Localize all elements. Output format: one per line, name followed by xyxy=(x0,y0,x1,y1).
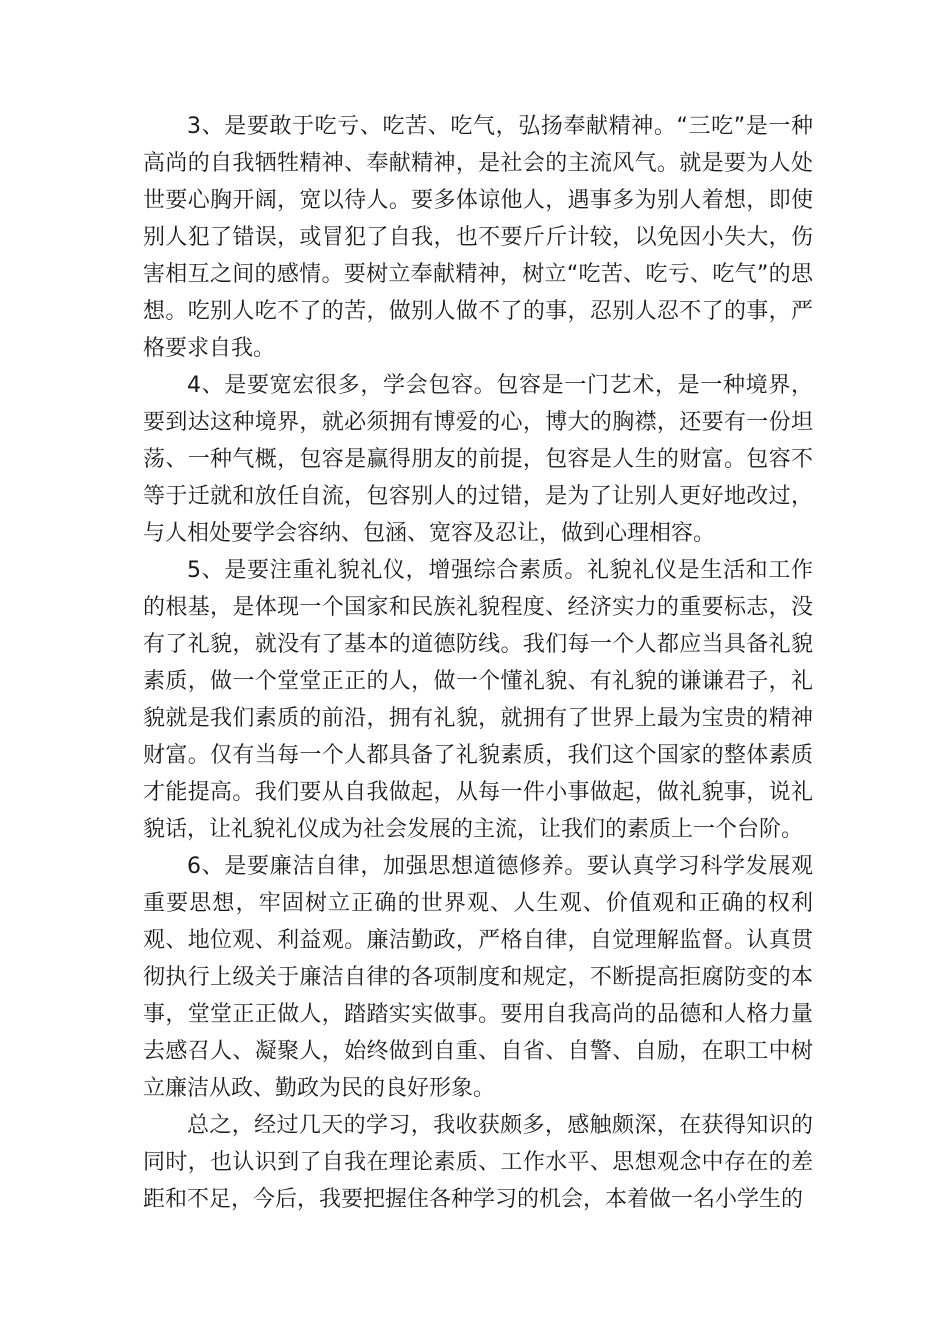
document-body xyxy=(143,108,813,1218)
paragraph-3-sacrifice: 3、是要敢于吃亏、吃苦、吃气，弘扬奉献精神。“三吃”是一种高尚的自我牺牲精神、奉献精神，是社会的主流风气。就是要为人处世要心胸开阔，宽以待人。要多体谅他人，遇事多为别人着想，即使别人犯了错误，或冒犯了自我，也不要斤斤计较，以免因小失大，伤害相互之间的感情。要树立奉献精神，树立“吃苦、吃亏、吃气”的思想。吃别人吃不了的苦，做别人做不了的事，忍别人忍不了的事，严格要求自我。 xyxy=(143,114,813,361)
paragraph-5-etiquette: 5、是要注重礼貌礼仪，增强综合素质。礼貌礼仪是生活和工作的根基，是体现一个国家和民族礼貌程度、经济实力的重要标志，没有了礼貌，就没有了基本的道德防线。我们每一个人都应当具备礼貌素质，做一个堂堂正正的人，做一个懂礼貌、有礼貌的谦谦君子，礼貌就是我们素质的前沿，拥有礼貌，就拥有了世界上最为宝贵的精神财富。仅有当每一个人都具备了礼貌素质，我们这个国家的整体素质才能提高。我们要从自我做起，从每一件小事做起，做礼貌事，说礼貌话，让礼貌礼仪成为社会发展的主流，让我们的素质上一个台阶。 xyxy=(143,558,813,842)
paragraph-conclusion: 总之，经过几天的学习，我收获颇多，感触颇深，在获得知识的同时，也认识到了自我在理论素质、工作水平、思想观念中存在的差距和不足，今后，我要把握住各种学习的机会，本着做一名小学生的 xyxy=(143,1113,813,1212)
paragraph-4-tolerance: 4、是要宽宏很多，学会包容。包容是一门艺术，是一种境界，要到达这种境界，就必须拥有博爱的心，博大的胸襟，还要有一份坦荡、一种气概，包容是赢得朋友的前提，包容是人生的财富。包容不等于迁就和放任自流，包容别人的过错，是为了让别人更好地改过，与人相处要学会容纳、包涵、宽容及忍让，做到心理相容。 xyxy=(143,373,813,546)
paragraph-6-integrity: 6、是要廉洁自律，加强思想道德修养。要认真学习科学发展观重要思想，牢固树立正确的世界观、人生观、价值观和正确的权利观、地位观、利益观。廉洁勤政，严格自律，自觉理解监督。认真贯彻执行上级关于廉洁自律的各项制度和规定，不断提高拒腐防变的本事，堂堂正正做人，踏踏实实做事。要用自我高尚的品德和人格力量去感召人、凝聚人，始终做到自重、自省、自警、自励，在职工中树立廉洁从政、勤政为民的良好形象。 xyxy=(143,854,813,1101)
